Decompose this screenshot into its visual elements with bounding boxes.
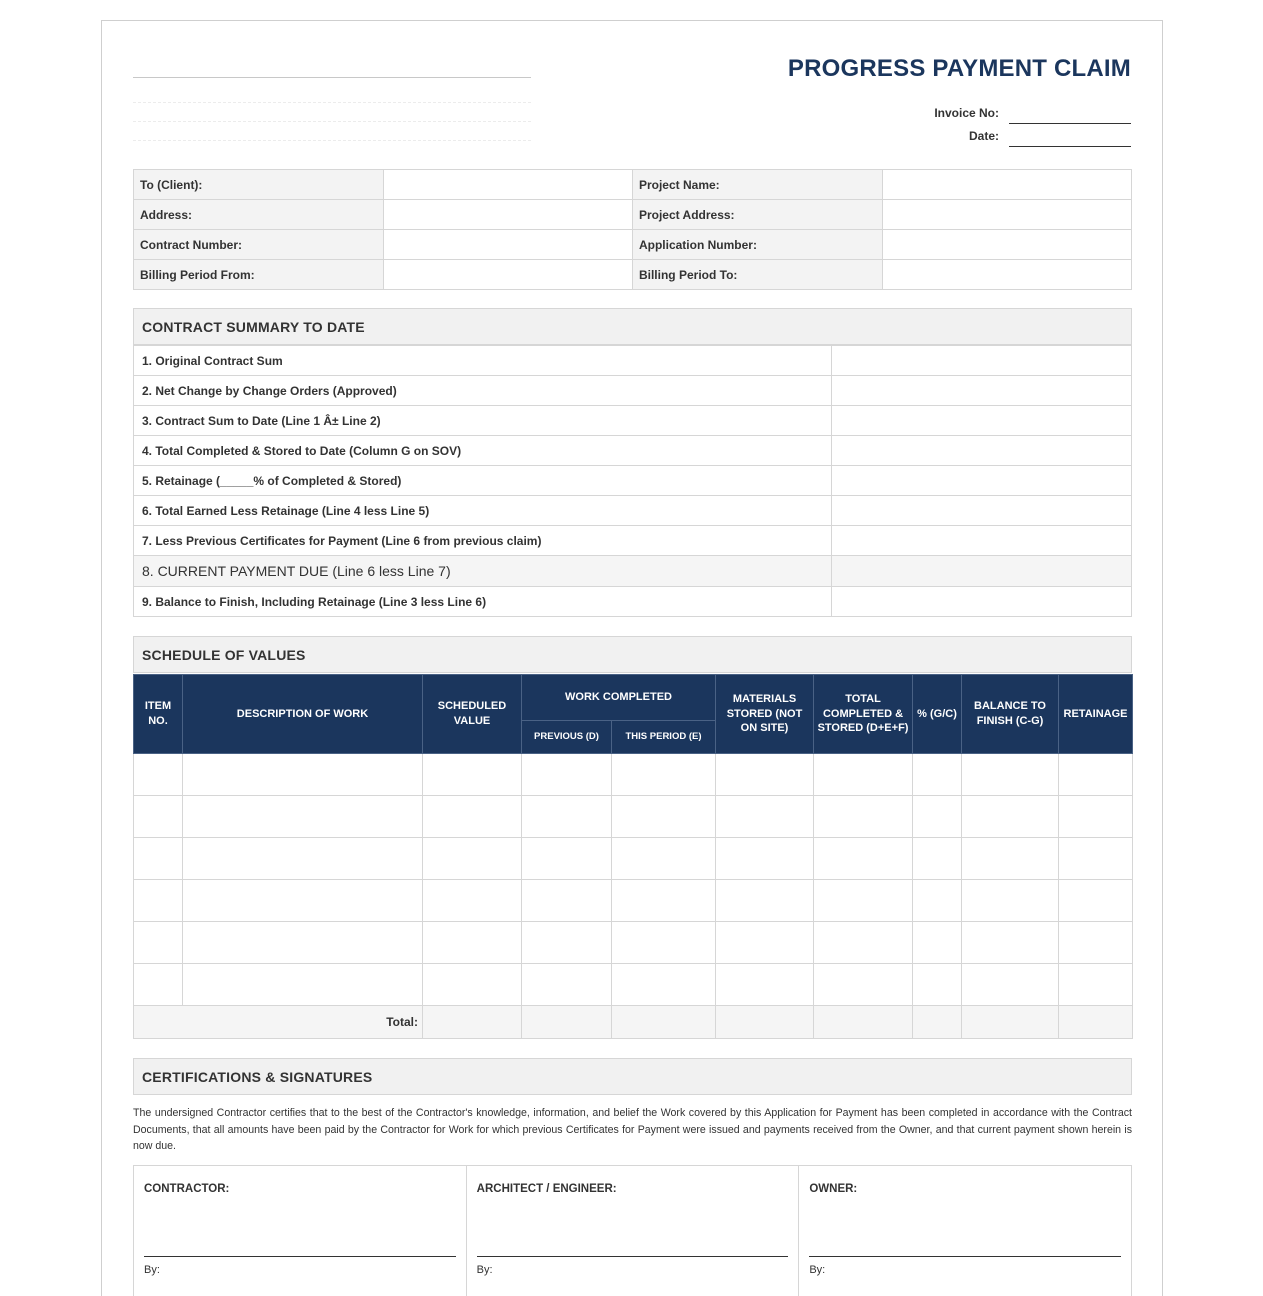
sov-cell[interactable]	[423, 838, 522, 880]
company-name-line	[133, 77, 531, 78]
sov-cell[interactable]	[183, 754, 423, 796]
sov-cell[interactable]	[814, 880, 913, 922]
info-label: Billing Period From:	[134, 260, 384, 290]
sov-total-cell[interactable]	[612, 1006, 716, 1039]
info-value-field[interactable]	[383, 200, 632, 230]
col-header-description: DESCRIPTION OF WORK	[183, 675, 423, 754]
certifications-heading: CERTIFICATIONS & SIGNATURES	[133, 1058, 1132, 1095]
summary-row-current-payment	[134, 556, 1132, 587]
sov-total-label: Total:	[134, 1006, 423, 1039]
sov-total-cell[interactable]	[716, 1006, 814, 1039]
current-payment-due-label: 8. CURRENT PAYMENT DUE (Line 6 less Line 7)	[134, 556, 832, 587]
summary-row	[134, 376, 1132, 406]
sov-total-cell[interactable]	[913, 1006, 962, 1039]
sov-cell[interactable]	[612, 754, 716, 796]
summary-amount-field[interactable]	[832, 436, 1132, 466]
info-value-field[interactable]	[383, 170, 632, 200]
sov-cell[interactable]	[913, 964, 962, 1006]
sov-cell[interactable]	[612, 838, 716, 880]
sov-cell[interactable]	[913, 838, 962, 880]
sov-cell[interactable]	[183, 796, 423, 838]
signature-line[interactable]	[144, 1256, 456, 1257]
invoice-number-field[interactable]	[1009, 102, 1131, 124]
sov-cell[interactable]	[962, 796, 1059, 838]
sov-cell[interactable]	[183, 880, 423, 922]
summary-row	[134, 466, 1132, 496]
company-address-line	[133, 102, 531, 103]
sov-cell[interactable]	[1059, 838, 1133, 880]
sov-total-cell[interactable]	[962, 1006, 1059, 1039]
project-info-table	[133, 169, 1132, 290]
col-header-work-completed: WORK COMPLETED	[522, 675, 716, 721]
sov-cell[interactable]	[612, 880, 716, 922]
sov-cell[interactable]	[716, 796, 814, 838]
sov-total-cell[interactable]	[423, 1006, 522, 1039]
info-label: Contract Number:	[134, 230, 384, 260]
summary-row	[134, 496, 1132, 526]
sov-cell[interactable]	[183, 964, 423, 1006]
sov-total-cell[interactable]	[1059, 1006, 1133, 1039]
sov-cell[interactable]	[134, 880, 183, 922]
document-page	[101, 20, 1163, 1296]
col-header-percent: % (G/C)	[913, 675, 962, 754]
company-address-line	[133, 140, 531, 141]
sov-total-row	[134, 1006, 1133, 1039]
sov-cell[interactable]	[423, 754, 522, 796]
info-value-field[interactable]	[882, 170, 1131, 200]
sov-cell[interactable]	[962, 964, 1059, 1006]
sov-cell[interactable]	[913, 922, 962, 964]
certification-statement: The undersigned Contractor certifies that to the best of the Contractor's knowledge, information, and belief the Work covered by this Application for Payment has been completed in accordance with the Contract Documents, that all amounts have been paid by the Contractor for Work for which previous Certificates for Payment were issued and payments received from the Owner, and that current payment shown herein is now due.	[133, 1107, 1132, 1152]
sov-cell[interactable]	[183, 838, 423, 880]
sov-cell[interactable]	[1059, 754, 1133, 796]
sov-row	[134, 964, 1133, 1006]
summary-amount-field[interactable]	[832, 376, 1132, 406]
sov-cell[interactable]	[134, 838, 183, 880]
sov-row	[134, 754, 1133, 796]
summary-line-label: 2. Net Change by Change Orders (Approved)	[134, 376, 832, 406]
summary-amount-field[interactable]	[832, 346, 1132, 376]
date-label: Date:	[968, 129, 999, 143]
info-value-field[interactable]	[882, 260, 1131, 290]
signature-by-label: By:	[809, 1264, 826, 1276]
sov-cell[interactable]	[612, 964, 716, 1006]
sov-row	[134, 796, 1133, 838]
signature-by-label: By:	[476, 1264, 493, 1276]
col-header-materials-stored: MATERIALS STORED (NOT ON SITE)	[716, 675, 814, 754]
signature-block-contractor	[134, 1166, 467, 1296]
sov-cell[interactable]	[612, 922, 716, 964]
signature-block-owner	[799, 1166, 1131, 1296]
col-header-total-completed: TOTAL COMPLETED & STORED (D+E+F)	[814, 675, 913, 754]
info-label: Project Address:	[632, 200, 882, 230]
signature-party-label: CONTRACTOR:	[144, 1183, 230, 1195]
sov-cell[interactable]	[423, 964, 522, 1006]
sov-cell[interactable]	[962, 754, 1059, 796]
current-payment-due-field[interactable]	[832, 556, 1132, 587]
sov-cell[interactable]	[612, 796, 716, 838]
summary-line-label: 1. Original Contract Sum	[134, 346, 832, 376]
info-label: Address:	[134, 200, 384, 230]
schedule-of-values-table	[133, 674, 1133, 1039]
sov-cell[interactable]	[522, 964, 612, 1006]
info-value-field[interactable]	[882, 230, 1131, 260]
sov-cell[interactable]	[913, 796, 962, 838]
summary-line-label: 5. Retainage (_____% of Completed & Stored)	[134, 466, 832, 496]
col-header-scheduled-value: SCHEDULED VALUE	[423, 675, 522, 754]
sov-row	[134, 880, 1133, 922]
sov-cell[interactable]	[913, 754, 962, 796]
invoice-number-label: Invoice No:	[934, 106, 999, 120]
info-value-field[interactable]	[383, 230, 632, 260]
summary-row	[134, 436, 1132, 466]
info-row	[134, 170, 1132, 200]
info-row	[134, 260, 1132, 290]
signature-party-label: OWNER:	[809, 1183, 858, 1195]
date-row	[969, 125, 1131, 147]
summary-row	[134, 587, 1132, 617]
sov-header-row	[134, 675, 1133, 721]
summary-amount-field[interactable]	[832, 587, 1132, 617]
sov-cell[interactable]	[522, 922, 612, 964]
info-label: To (Client):	[134, 170, 384, 200]
sov-cell[interactable]	[134, 754, 183, 796]
signature-line[interactable]	[809, 1256, 1121, 1257]
sov-cell[interactable]	[814, 754, 913, 796]
sov-cell[interactable]	[1059, 880, 1133, 922]
info-value-field[interactable]	[383, 260, 632, 290]
sov-cell[interactable]	[183, 922, 423, 964]
summary-line-label: 7. Less Previous Certificates for Payment (Line 6 from previous claim)	[134, 526, 832, 556]
summary-line-label: 4. Total Completed & Stored to Date (Column G on SOV)	[134, 436, 832, 466]
sov-row	[134, 922, 1133, 964]
sov-cell[interactable]	[1059, 964, 1133, 1006]
sov-cell[interactable]	[716, 754, 814, 796]
col-header-item-no: ITEM NO.	[134, 675, 183, 754]
page-title: PROGRESS PAYMENT CLAIM	[787, 55, 1131, 82]
sov-cell[interactable]	[814, 964, 913, 1006]
sov-cell[interactable]	[522, 838, 612, 880]
sov-cell[interactable]	[814, 922, 913, 964]
sov-cell[interactable]	[716, 964, 814, 1006]
summary-line-label: 3. Contract Sum to Date (Line 1 Â± Line 2)	[134, 406, 832, 436]
summary-line-label: 9. Balance to Finish, Including Retainage (Line 3 less Line 6)	[134, 587, 832, 617]
info-label: Application Number:	[632, 230, 882, 260]
summary-row	[134, 406, 1132, 436]
sov-cell[interactable]	[423, 880, 522, 922]
sov-cell[interactable]	[522, 796, 612, 838]
info-label: Project Name:	[632, 170, 882, 200]
contract-summary-table	[133, 345, 1132, 617]
summary-amount-field[interactable]	[832, 406, 1132, 436]
signature-by-label: By:	[144, 1264, 160, 1276]
sov-cell[interactable]	[522, 754, 612, 796]
info-value-field[interactable]	[882, 200, 1131, 230]
sov-cell[interactable]	[716, 880, 814, 922]
sov-cell[interactable]	[1059, 922, 1133, 964]
summary-amount-field[interactable]	[832, 466, 1132, 496]
sov-cell[interactable]	[962, 922, 1059, 964]
signature-blocks	[133, 1165, 1132, 1296]
contract-summary-heading: CONTRACT SUMMARY TO DATE	[133, 308, 1132, 345]
sov-row	[134, 838, 1133, 880]
summary-amount-field[interactable]	[832, 526, 1132, 556]
sov-cell[interactable]	[962, 880, 1059, 922]
sov-cell[interactable]	[134, 964, 183, 1006]
signature-line[interactable]	[477, 1256, 789, 1257]
signature-party-label: ARCHITECT / ENGINEER:	[476, 1183, 617, 1195]
sov-cell[interactable]	[423, 796, 522, 838]
sov-total-cell[interactable]	[814, 1006, 913, 1039]
schedule-of-values-heading: SCHEDULE OF VALUES	[133, 636, 1132, 673]
info-label: Billing Period To:	[632, 260, 882, 290]
sov-cell[interactable]	[134, 796, 183, 838]
col-header-balance-to-finish: BALANCE TO FINISH (C-G)	[962, 675, 1059, 754]
sov-cell[interactable]	[716, 922, 814, 964]
info-row	[134, 230, 1132, 260]
company-address-line	[133, 121, 531, 122]
sov-cell[interactable]	[522, 880, 612, 922]
sov-cell[interactable]	[423, 922, 522, 964]
sov-cell[interactable]	[134, 922, 183, 964]
invoice-number-row	[934, 102, 1131, 124]
col-header-retainage: RETAINAGE	[1059, 675, 1133, 754]
summary-row	[134, 526, 1132, 556]
sov-cell[interactable]	[814, 796, 913, 838]
info-row	[134, 200, 1132, 230]
col-header-this-period: THIS PERIOD (E)	[612, 721, 716, 754]
sov-cell[interactable]	[913, 880, 962, 922]
sov-cell[interactable]	[814, 838, 913, 880]
signature-block-architect	[467, 1166, 800, 1296]
col-header-previous: PREVIOUS (D)	[522, 721, 612, 754]
sov-cell[interactable]	[716, 838, 814, 880]
sov-cell[interactable]	[1059, 796, 1133, 838]
date-field[interactable]	[1009, 125, 1131, 147]
summary-amount-field[interactable]	[832, 496, 1132, 526]
summary-row	[134, 346, 1132, 376]
sov-total-cell[interactable]	[522, 1006, 612, 1039]
summary-line-label: 6. Total Earned Less Retainage (Line 4 less Line 5)	[134, 496, 832, 526]
sov-cell[interactable]	[962, 838, 1059, 880]
